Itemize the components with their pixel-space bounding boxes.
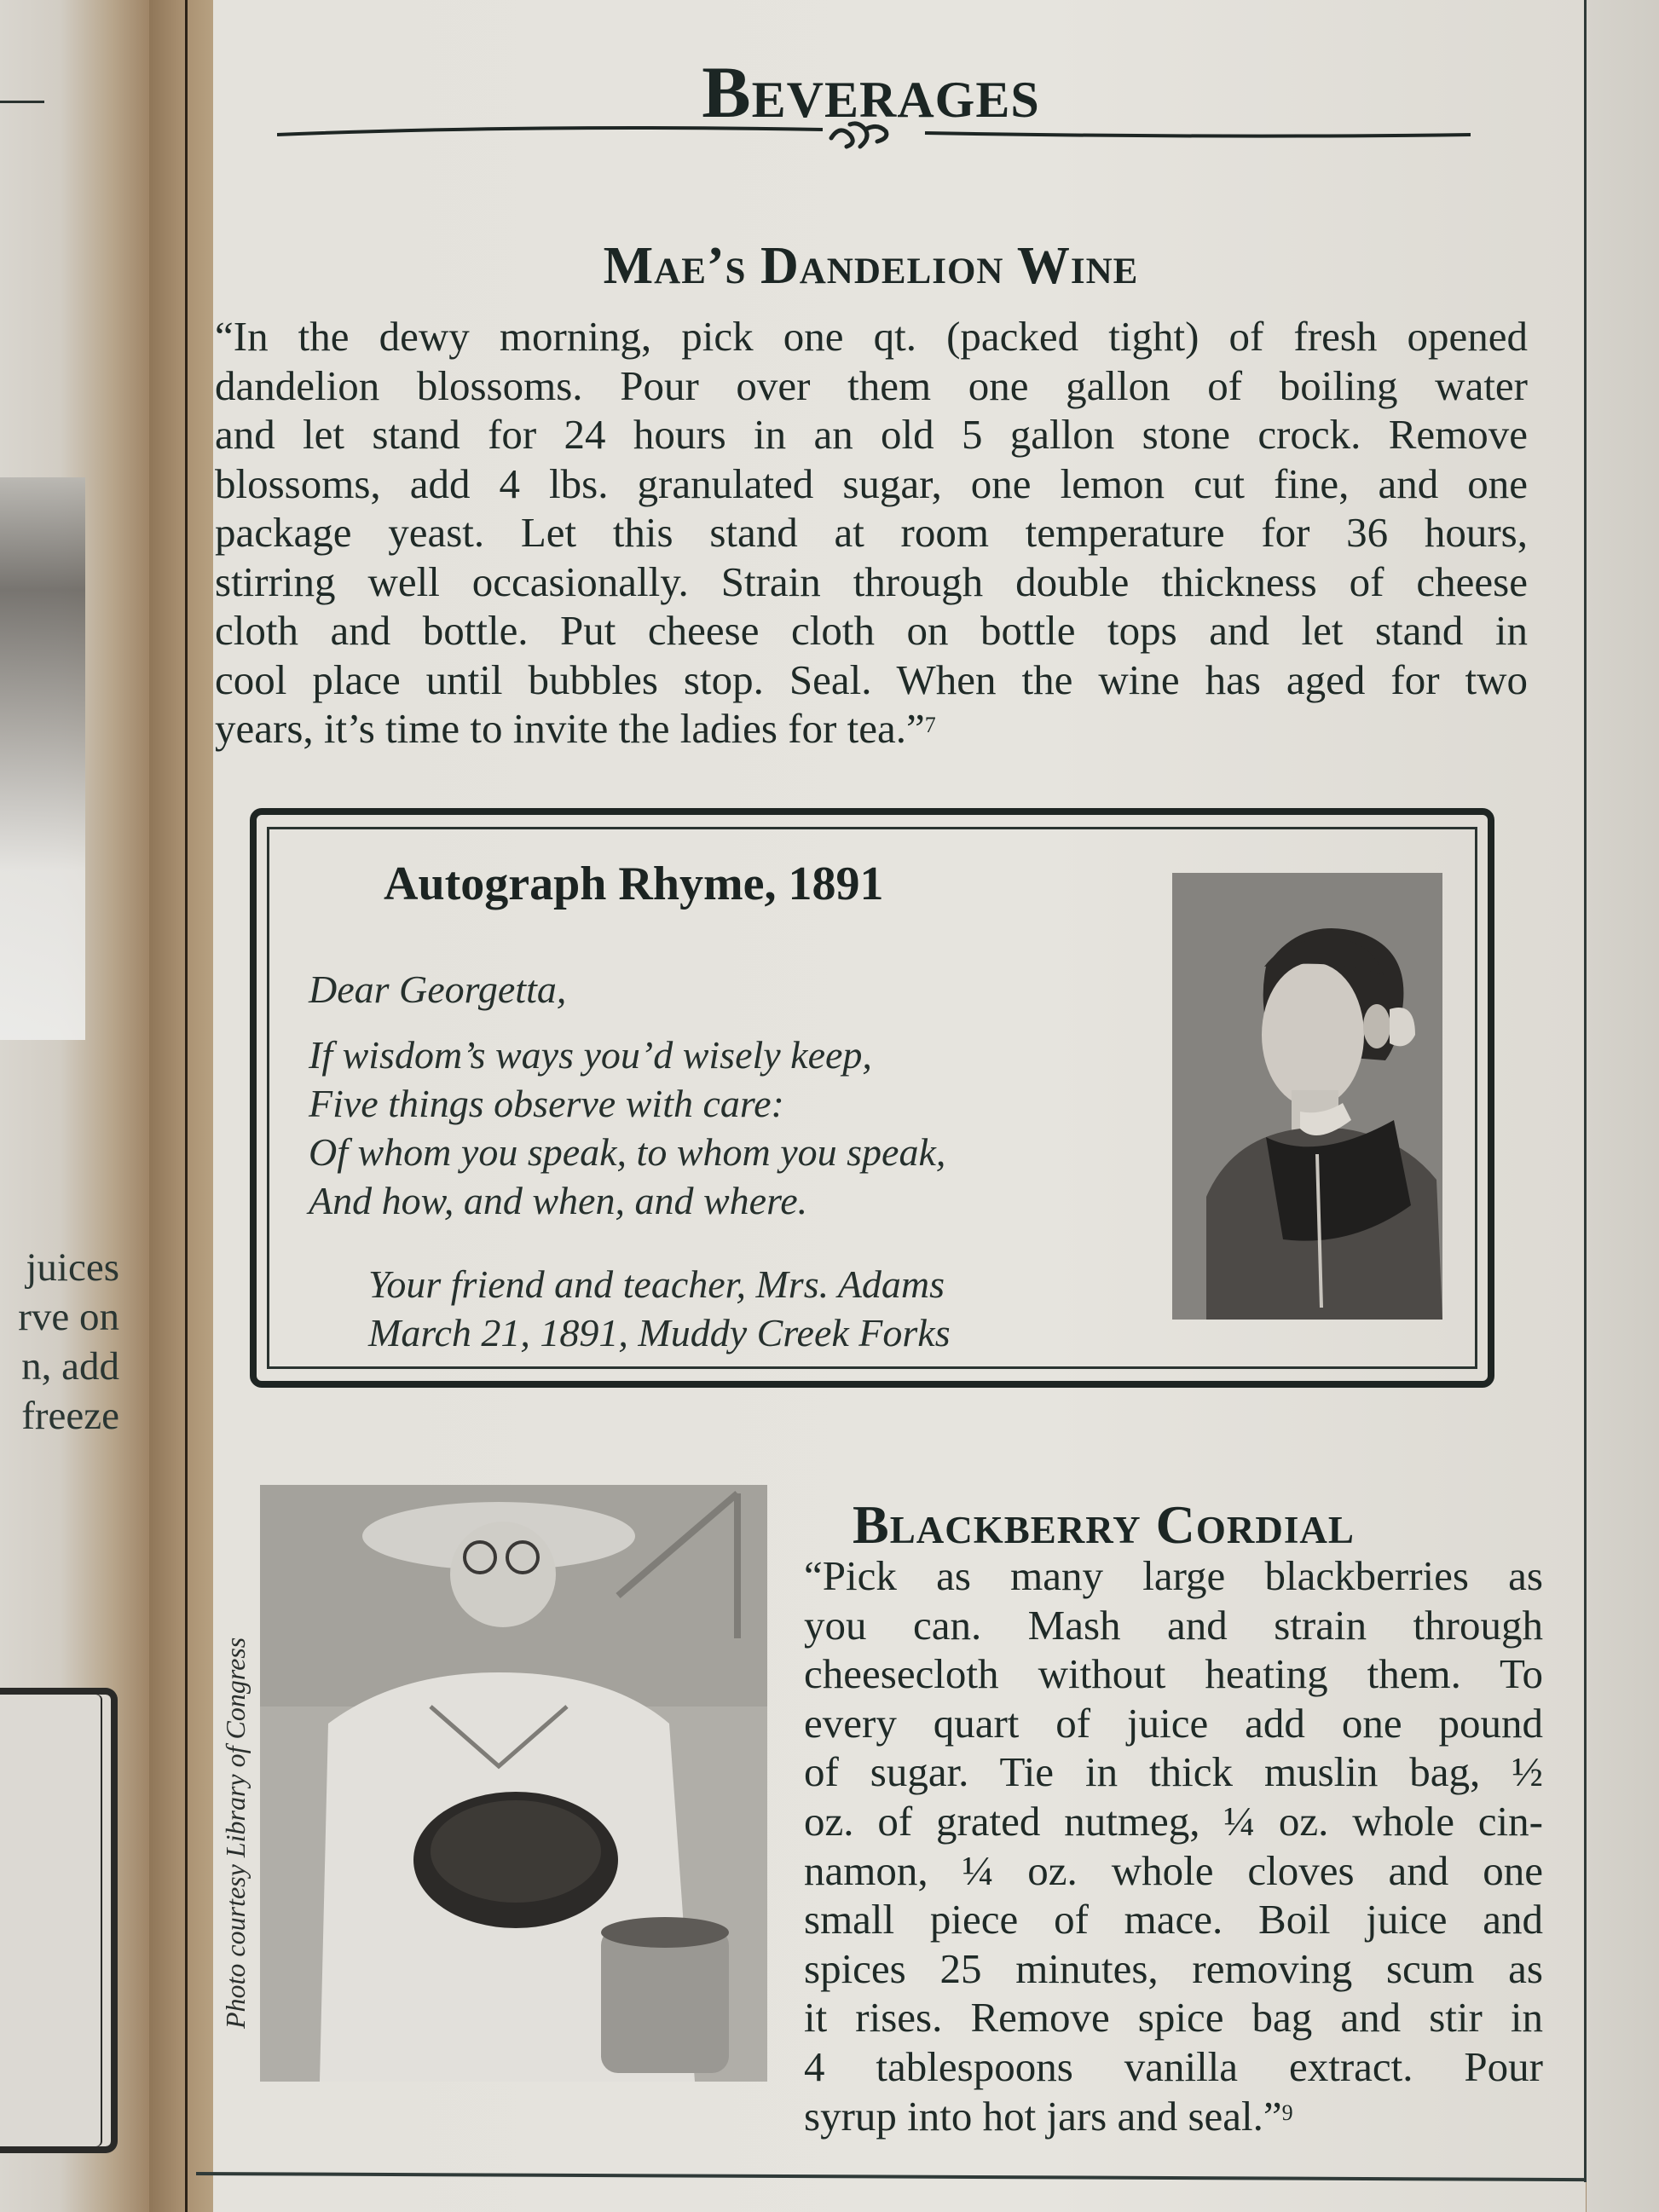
- portrait-photo: [1172, 873, 1442, 1320]
- recipe-title-dandelion-wine: Mae’s Dandelion Wine: [603, 237, 1139, 296]
- photo-credit: Photo courtesy Library of Congress: [220, 1637, 251, 2029]
- gutter-rule: [185, 0, 188, 2212]
- recipe-body-dandelion-wine: “In the dewy morning, pick one qt. (packed tight) of fresh opened dandelion blossoms. Pour over them one gallon of boiling water and let stand for 24 hours in an old 5 gallon stone crock. Remove blossoms, add 4 lbs. granulated sugar, one lemon cut fine, and one package yeast. Let this stand at room temperature for 36 hours, stirring well occasionally. Strain through double thickness of cheese cloth and bottle. Put cheese cloth on bottle tops and let stand in cool place until bubbles stop. Seal. When the wine has aged for two years, it’s time to invite the ladies for tea.”$^7$: [215, 313, 1528, 752]
- rhyme-salutation: Dear Georgetta,: [309, 967, 567, 1011]
- section-title: Beverages: [702, 50, 1040, 133]
- rhyme-verse: Dear Georgetta, If wisdom’s ways you’d wisely keep, Five things observe with care: Of whom you speak, to whom you speak, And how, and when, and where.: [309, 965, 945, 1225]
- rhyme-signature: Your friend and teacher, Mrs. Adams March 21, 1891, Muddy Creek Forks: [368, 1262, 951, 1354]
- farm-woman-illustration-icon: [260, 1485, 767, 2082]
- previous-page-box: [0, 1688, 118, 2153]
- book-gutter: [149, 0, 213, 2212]
- next-page-edge: [1587, 0, 1659, 2212]
- previous-page: [0, 0, 149, 2212]
- previous-page-rule: [0, 101, 44, 103]
- footnote-marker: 9: [1281, 2099, 1293, 2125]
- portrait-illustration-icon: [1172, 873, 1442, 1320]
- farm-woman-photo: [260, 1485, 767, 2082]
- sidebar-title: Autograph Rhyme, 1891: [384, 858, 884, 910]
- footnote-marker: 7: [924, 713, 936, 737]
- previous-page-photo: [0, 477, 85, 1040]
- recipe-title-blackberry-cordial: Blackberry Cordial: [853, 1494, 1355, 1556]
- recipe-body-blackberry-cordial: “Pick as many large blackberries as you can. Mash and strain through cheesecloth without heating them. To every quart of juice add one pound of sugar. Tie in thick muslin bag, ½ oz. of grated nutmeg, ¼ oz. whole cin- namon, ¼ oz. whole cloves and one small piece of mace. Boil juice and spices 25 minutes, removing scum as it rises. Remove spice bag and stir in 4 tablespoons vanilla extract. Pour syrup into hot jars and seal.”$^9$: [804, 1552, 1543, 2140]
- flourish-divider-icon: [277, 118, 1471, 152]
- previous-page-text: juices rve on n, add freeze: [18, 1245, 119, 1438]
